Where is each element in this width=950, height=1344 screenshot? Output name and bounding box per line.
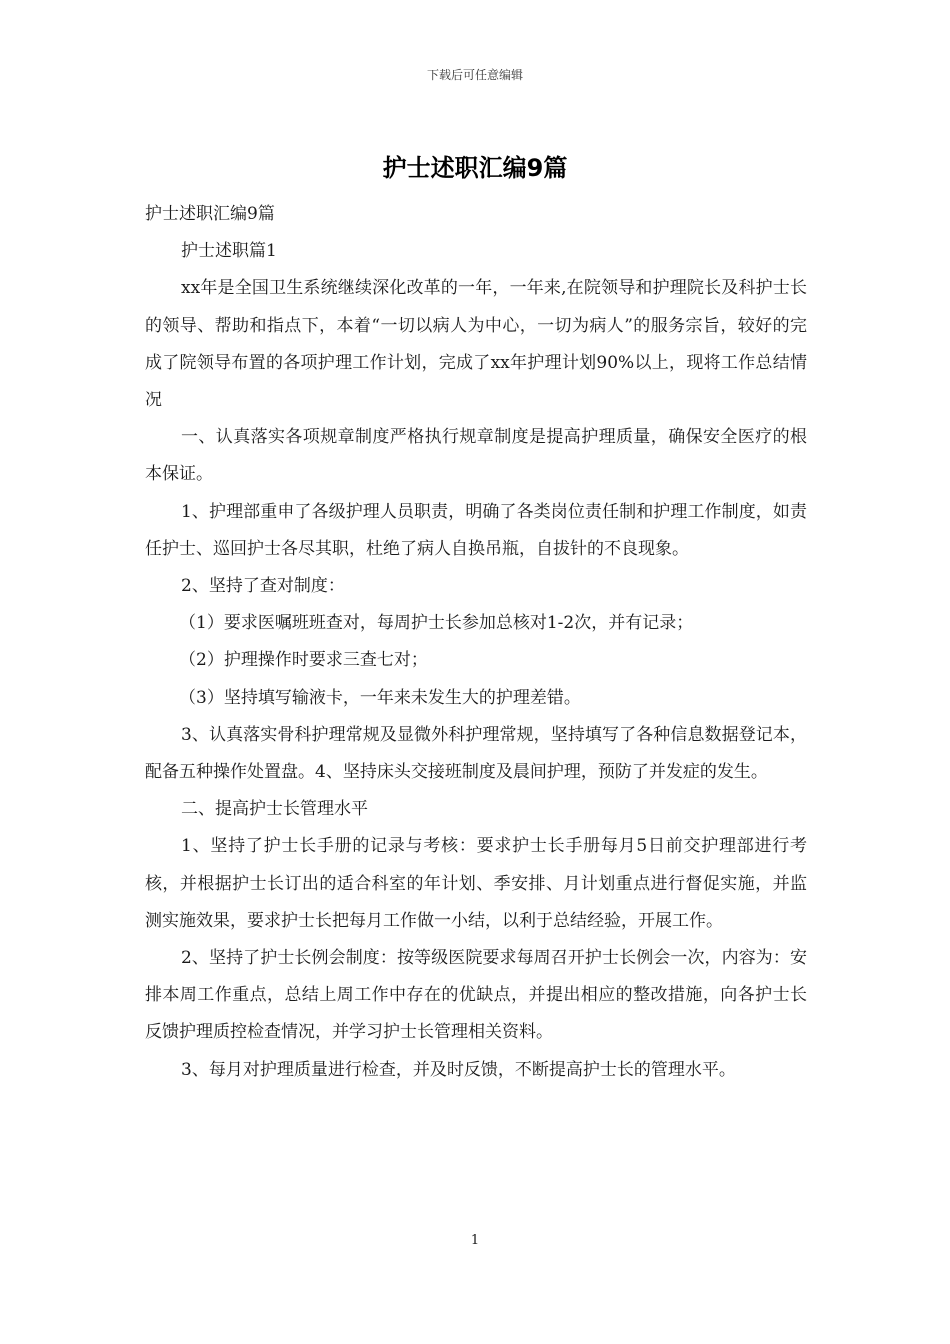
header-note: 下载后可任意编辑 xyxy=(426,68,523,82)
section-heading: 二、提高护士长管理水平 xyxy=(181,799,368,820)
body-paragraph: 2、坚持了护士长例会制度：按等级医院要求每周召开护士长例会一次，内容为：安排本周工作重点，总结上周工作中存在的优缺点，并提出相应的整改措施，向各护士长反馈护理质控检查情况，并学习护士长管理相关资料。 xyxy=(145,948,807,1043)
list-item: （1）要求医嘱班班查对，每周护士长参加总核对1-2次，并有记录； xyxy=(179,613,694,634)
body-paragraph: 1、护理部重申了各级护理人员职责，明确了各类岗位责任制和护理工作制度，如责任护士、巡回护士各尽其职，杜绝了病人自换吊瓶，自拔针的不良现象。 xyxy=(145,501,807,559)
document-title: 护士述职汇编9篇 xyxy=(382,154,568,182)
body-paragraph: 3、每月对护理质量进行检查，并及时反馈，不断提高护士长的管理水平。 xyxy=(181,1059,736,1080)
body-paragraph: 2、坚持了查对制度： xyxy=(181,576,345,597)
body-paragraph: 1、坚持了护士长手册的记录与考核：要求护士长手册每月5日前交护理部进行考核，并根据护士长订出的适合科室的年计划、季安排、月计划重点进行督促实施，并监测实施效果，要求护士长把每月工作做一小结，以利于总结经验，开展工作。 xyxy=(145,836,807,931)
subtitle-paragraph: 护士述职汇编9篇 xyxy=(145,204,275,224)
body-paragraph: xx年是全国卫生系统继续深化改革的一年，一年来,在院领导和护理院长及科护士长的领导、帮助和指点下，本着“一切以病人为中心，一切为病人”的服务宗旨，较好的完成了院领导布置的各项护理工作计划，完成了xx年护理计划90%以上，现将工作总结情况 xyxy=(145,278,807,411)
section-heading: 一、认真落实各项规章制度严格执行规章制度是提高护理质量，确保安全医疗的根本保证。 xyxy=(145,427,807,485)
page-number: 1 xyxy=(470,1233,480,1248)
list-item: （3）坚持填写输液卡，一年来未发生大的护理差错。 xyxy=(179,687,581,708)
list-item: （2）护理操作时要求三查七对； xyxy=(179,650,428,671)
document-body xyxy=(145,196,807,1089)
body-paragraph: 3、认真落实骨科护理常规及显微外科护理常规，坚持填写了各种信息数据登记本，配备五种操作处置盘。4、坚持床头交接班制度及晨间护理，预防了并发症的发生。 xyxy=(145,724,807,783)
section-heading: 护士述职篇1 xyxy=(181,241,277,262)
